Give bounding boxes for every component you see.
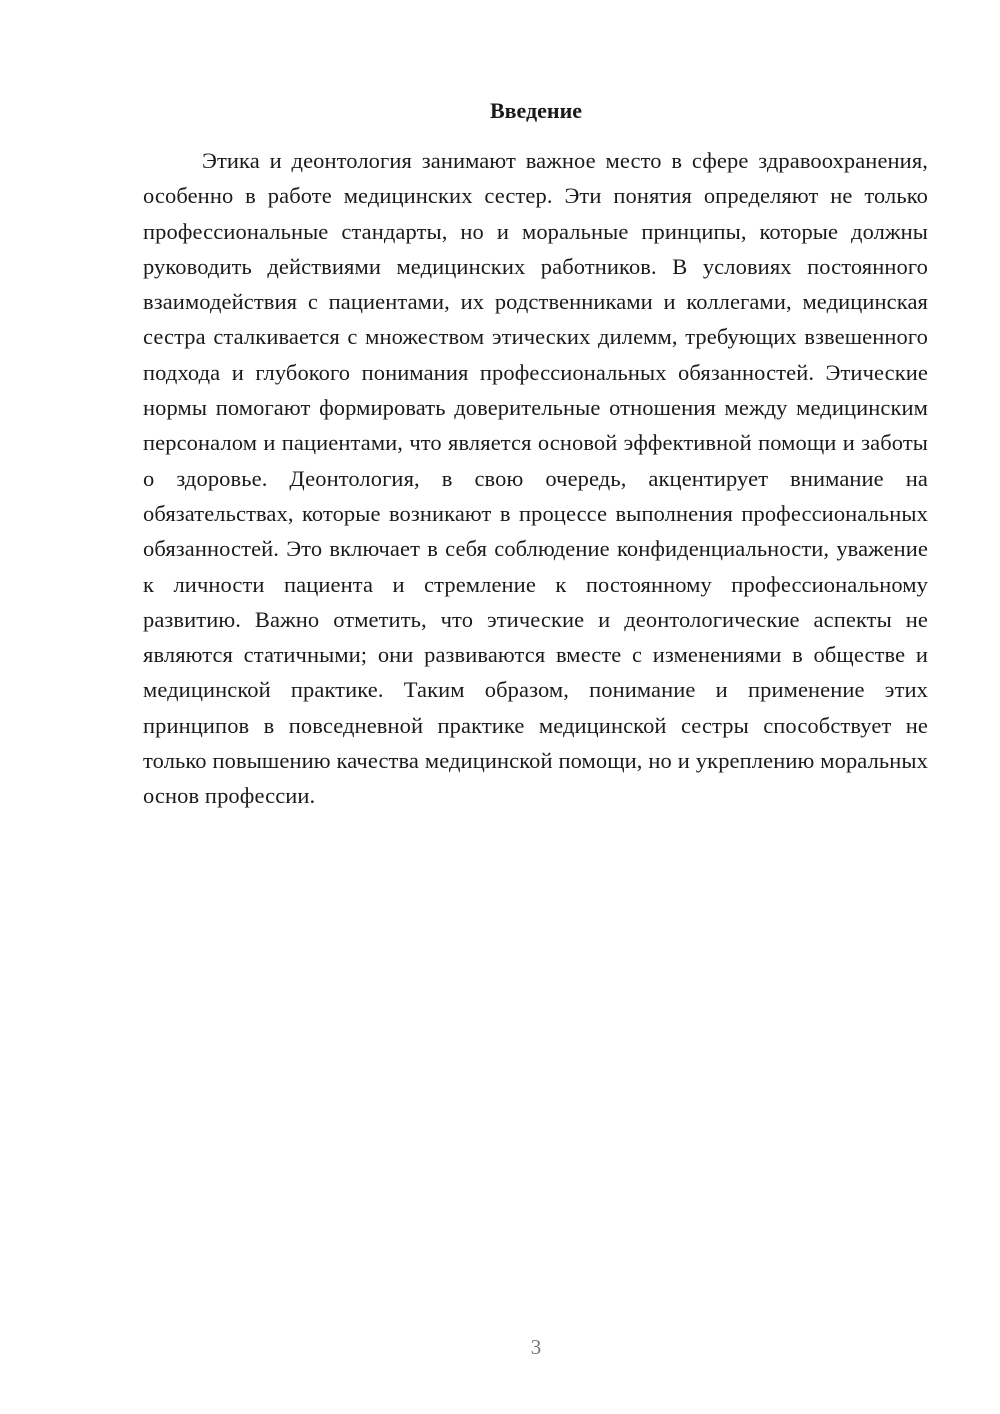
body-paragraph: Этика и деонтология занимают важное место в сфере здравоохранения, особенно в работе медицинских сестер. Эти понятия определяют не только профессиональные стандарты, но и моральные принципы, которые должны руководить действиями медицинских работников. В условиях постоянного взаимодействия с пациентами, их родственниками и коллегами, медицинская сестра сталкивается с множеством этических дилемм, требующих взвешенного подхода и глубокого понимания профессиональных обязанностей. Этические нормы помогают формировать доверительные отношения между медицинским персоналом и пациентами, что является основой эффективной помощи и заботы о здоровье. Деонтология, в свою очередь, акцентирует внимание на обязательствах, которые возникают в процессе выполнения профессиональных обязанностей. Это включает в себя соблюдение конфиденциальности, уважение к личности пациента и стремление к постоянному профессиональному развитию. Важно отметить, что этические и деонтологические аспекты не являются статичными; они развиваются вместе с изменениями в обществе и медицинской практике. Таким образом, понимание и применение этих принципов в повседневной практике медицинской сестры способствует не только повышению качества медицинской помощи, но и укреплению моральных основ профессии. [143, 148, 928, 809]
section-heading: Введение [489, 98, 583, 123]
page-number: 3 [530, 1335, 542, 1359]
